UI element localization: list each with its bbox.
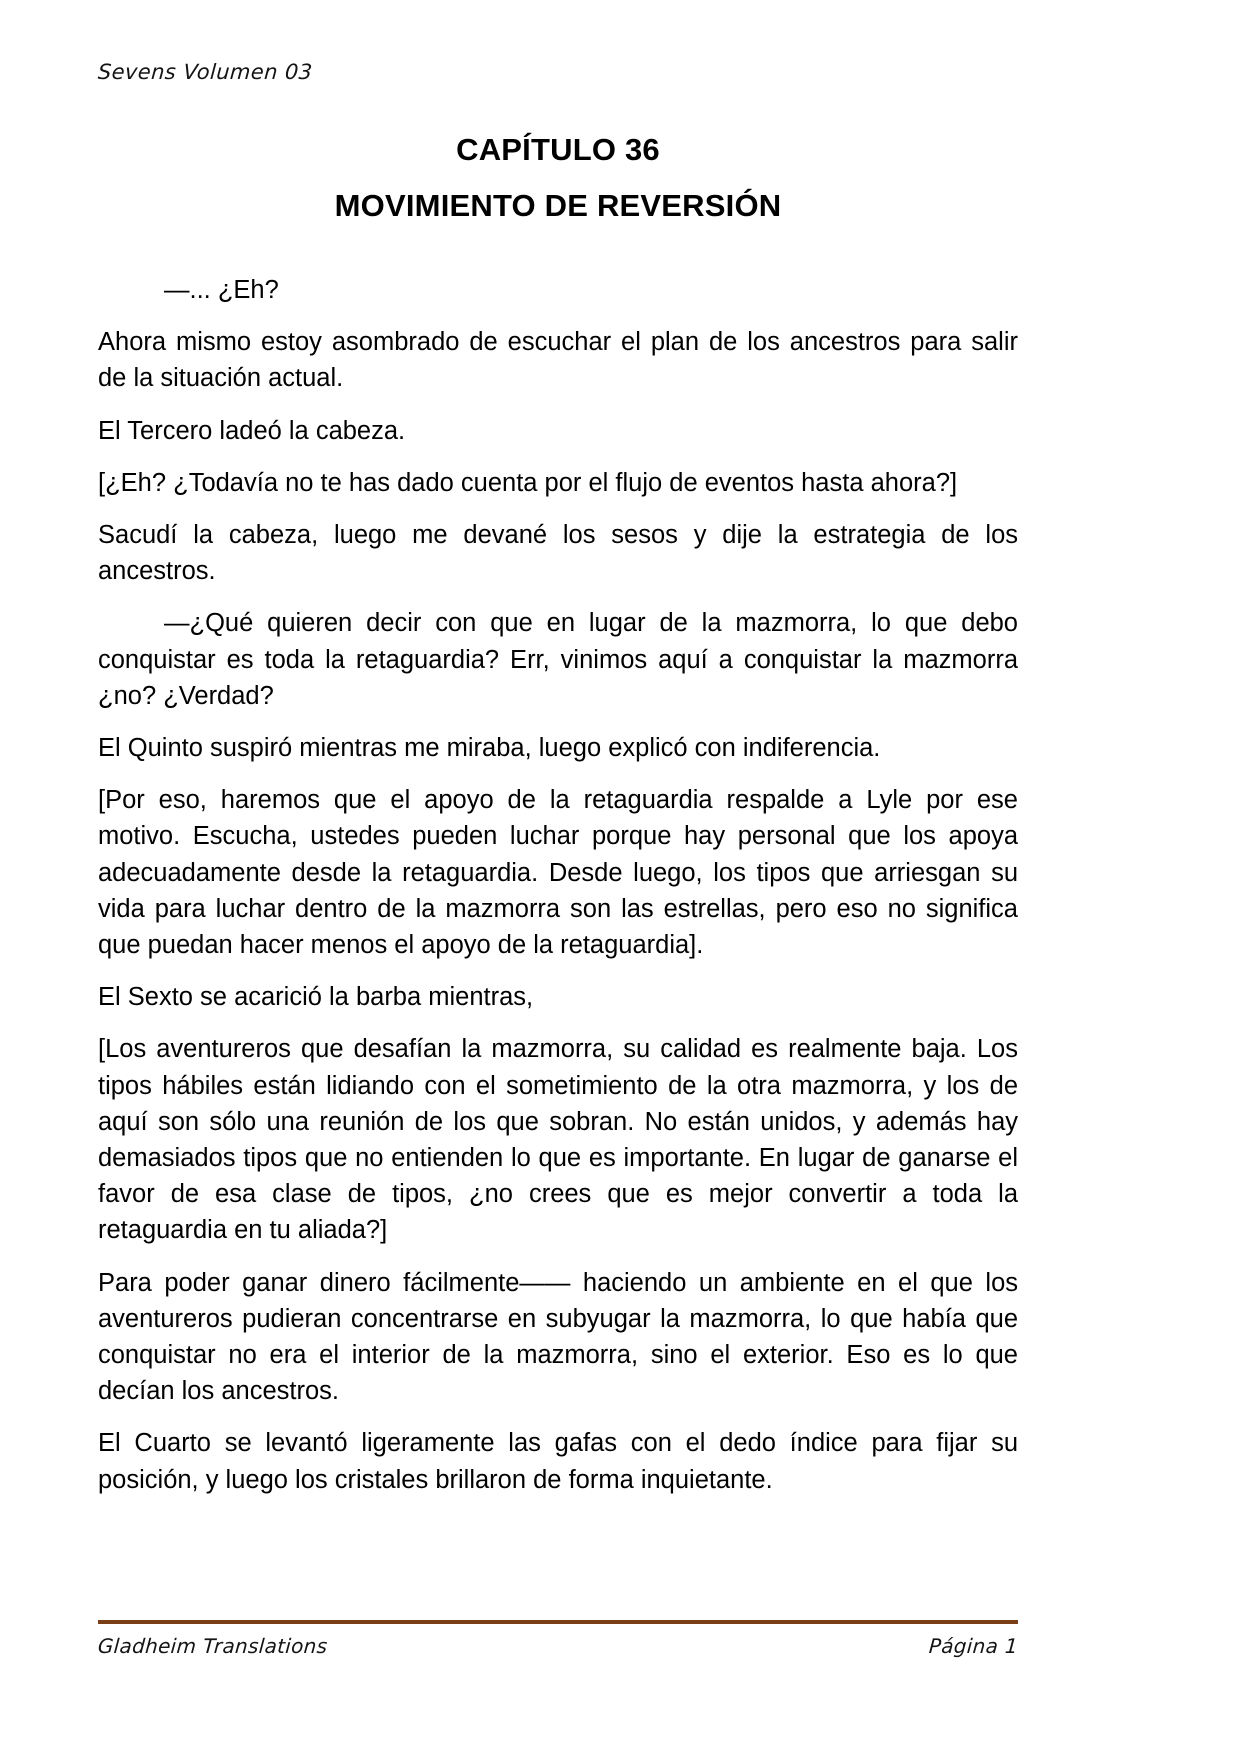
paragraph: Para poder ganar dinero fácilmente—— haciendo un ambiente en el que los aventureros pudieran concentrarse en subyugar la mazmorra, lo que había que conquistar no era el interior de la mazmorra, sino el exterior. Eso es lo que decían los ancestros. bbox=[98, 1268, 1018, 1406]
paragraph: [Por eso, haremos que el apoyo de la retaguardia respalde a Lyle por ese motivo. Escucha, ustedes pueden luchar porque hay personal que los apoya adecuadamente desde la retaguardia. Desde luego, los tipos que arriesgan su vida para luchar dentro de la mazmorra son las estrellas, pero eso no significa que puedan hacer menos el apoyo de la retaguardia]. bbox=[98, 786, 1018, 960]
paragraph: Ahora mismo estoy asombrado de escuchar el plan de los ancestros para salir de la situación actual. bbox=[98, 328, 1018, 393]
footer-divider bbox=[98, 1620, 1018, 1624]
chapter-number-heading: CAPÍTULO 36 bbox=[456, 132, 660, 167]
paragraph: El Tercero ladeó la cabeza. bbox=[98, 416, 406, 445]
paragraph: Sacudí la cabeza, luego me devané los sesos y dije la estrategia de los ancestros. bbox=[98, 521, 1018, 586]
paragraph: [¿Eh? ¿Todavía no te has dado cuenta por el flujo de eventos hasta ahora?] bbox=[98, 468, 958, 497]
running-title: Sevens Volumen 03 bbox=[97, 60, 314, 84]
footer-translator-credit: Gladheim Translations bbox=[97, 1634, 329, 1658]
body-text bbox=[98, 272, 1018, 1498]
footer-row bbox=[98, 1634, 1018, 1658]
paragraph: El Quinto suspiró mientras me miraba, luego explicó con indiferencia. bbox=[98, 734, 881, 763]
page-header bbox=[98, 60, 1018, 100]
footer-page-number: Página 1 bbox=[928, 1634, 1019, 1658]
paragraph: El Cuarto se levantó ligeramente las gafas con el dedo índice para fijar su posición, y luego los cristales brillaron de forma inquietante. bbox=[98, 1429, 1018, 1494]
chapter-title-heading: MOVIMIENTO DE REVERSIÓN bbox=[334, 188, 782, 224]
paragraph: —¿Qué quieren decir con que en lugar de la mazmorra, lo que debo conquistar es toda la retaguardia? Err, vinimos aquí a conquistar la mazmorra ¿no? ¿Verdad? bbox=[98, 609, 1018, 710]
chapter-title-block bbox=[98, 128, 1018, 228]
page-footer bbox=[98, 1620, 1018, 1658]
paragraph: —... ¿Eh? bbox=[164, 276, 279, 304]
paragraph: [Los aventureros que desafían la mazmorra, su calidad es realmente baja. Los tipos hábiles están lidiando con el sometimiento de la otra mazmorra, y los de aquí son sólo una reunión de los que sobran. No están unidos, y además hay demasiados tipos que no entienden lo que es importante. En lugar de ganarse el favor de esa clase de tipos, ¿no crees que es mejor convertir a toda la retaguardia en tu aliada?] bbox=[98, 1035, 1018, 1245]
paragraph: El Sexto se acarició la barba mientras, bbox=[98, 983, 534, 1012]
